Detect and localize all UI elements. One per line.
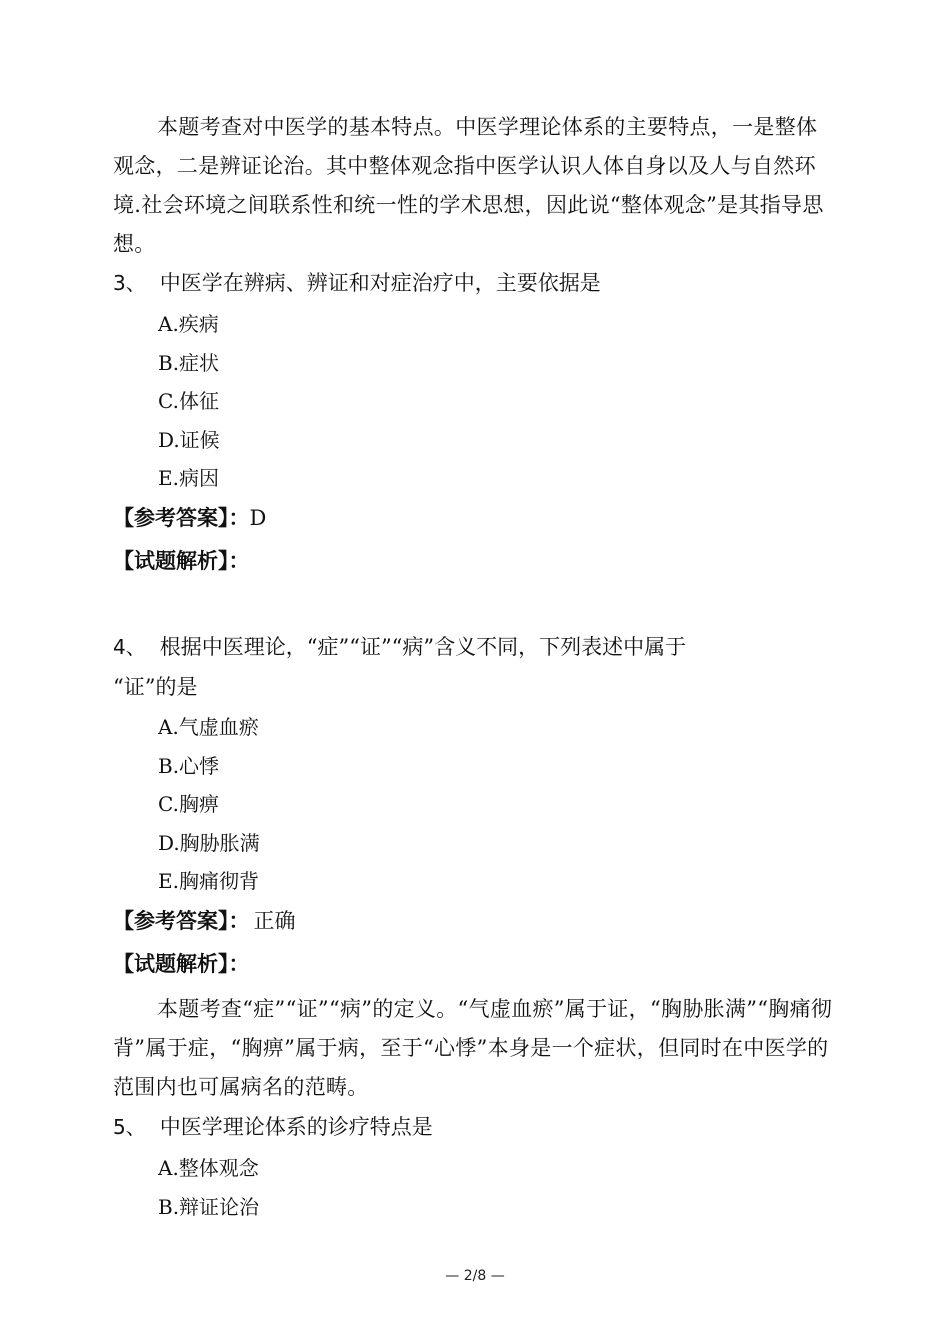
- q3-option-b: B.症状: [158, 351, 220, 375]
- q4-option-c: C.胸痹: [158, 792, 219, 816]
- question-3-text: 中医学在辨病、辨证和对症治疗中，主要依据是: [159, 271, 601, 295]
- q3-answer: [113, 503, 266, 533]
- question-5: [113, 1112, 433, 1142]
- q4-option-d: D.胸胁胀满: [158, 831, 260, 855]
- q3-option-a: A.疾病: [158, 312, 219, 336]
- question-4-number: 4、: [113, 635, 146, 659]
- q3-option-e: E.病因: [158, 466, 219, 490]
- question-4-text-line2: “证”的是: [113, 675, 198, 699]
- q4-answer: [113, 906, 296, 936]
- question-4: [113, 632, 686, 662]
- question-5-text: 中医学理论体系的诊疗特点是: [159, 1115, 433, 1139]
- q3-answer-value: D: [249, 506, 267, 530]
- q4-answer-value: 正确: [253, 909, 296, 933]
- q4-answer-label: 【参考答案】：: [113, 909, 250, 933]
- page-number-footer: — 2/8 —: [445, 1268, 505, 1284]
- q5-option-b: B.辩证论治: [158, 1195, 260, 1219]
- q3-analysis-label: 【试题解析】：: [113, 549, 250, 573]
- q5-option-a: A.整体观念: [158, 1156, 259, 1180]
- intro-analysis-text: 本题考查对中医学的基本特点。中医学理论体系的主要特点，一是整体观念，二是辨证论治。其中整体观念指中医学认识人体自身以及人与自然环境.社会环境之间联系性和统一性的学术思想，因此说“整体观念”是其指导思想。: [113, 115, 824, 256]
- q4-option-a: A.气虚血瘀: [158, 715, 259, 739]
- q4-analysis-label: 【试题解析】：: [113, 952, 250, 976]
- question-3-number: 3、: [113, 271, 146, 295]
- question-3: [113, 268, 601, 298]
- q4-analysis-text: 本题考查“症”“证”“病”的定义。“气虚血瘀”属于证，“胸胁胀满”“胸痛彻背”属于症，“胸痹”属于病，至于“心悸”本身是一个症状，但同时在中医学的范围内也可属病名的范畴。: [113, 997, 833, 1099]
- q4-option-b: B.心悸: [158, 754, 220, 778]
- q3-answer-label: 【参考答案】：: [113, 506, 250, 530]
- question-4-text-line1: 根据中医理论，“症”“证”“病”含义不同，下列表述中属于: [159, 635, 687, 659]
- q3-option-c: C.体征: [158, 389, 219, 413]
- question-5-number: 5、: [113, 1115, 146, 1139]
- q4-option-e: E.胸痛彻背: [158, 869, 259, 893]
- q3-option-d: D.证候: [158, 428, 220, 452]
